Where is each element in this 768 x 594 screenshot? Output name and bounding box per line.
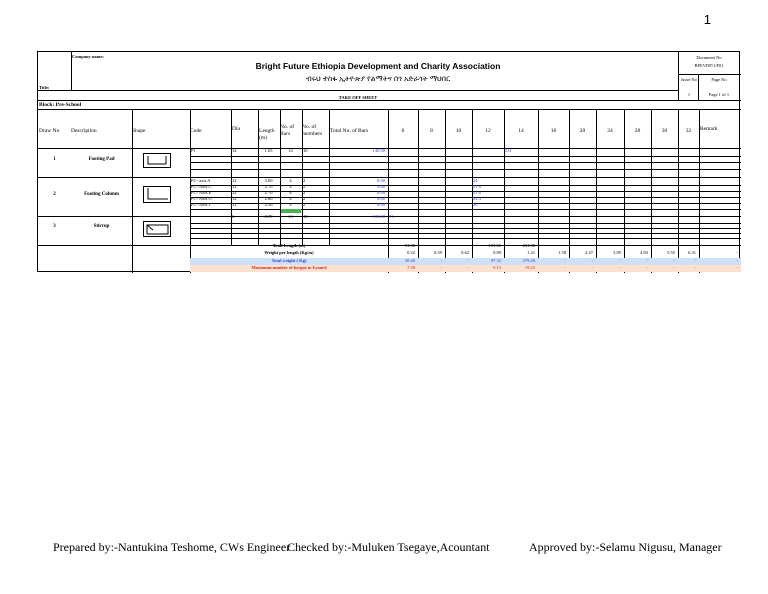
totals-cell: - bbox=[646, 243, 648, 248]
total-weight-label: Total weight ( Kg) bbox=[271, 258, 307, 263]
table-cell: 4 bbox=[289, 202, 292, 207]
totals-cell: - bbox=[440, 258, 442, 263]
col-dia-12: 12 bbox=[485, 128, 491, 134]
col-description: Description bbox=[71, 128, 97, 134]
table-cell: 2 bbox=[303, 196, 306, 201]
doc-no-value: BFEVDP/1/F01 bbox=[694, 63, 724, 68]
issue-value: 1 bbox=[687, 92, 691, 97]
col-dia-16: 16 bbox=[550, 128, 557, 134]
totals-cell: 4.83 bbox=[640, 250, 648, 255]
totals-cell: 7.58 bbox=[407, 265, 415, 270]
org-name-am: ብሩህ ተስፋ ኢትዮጵያ የልማትና በጎ አድራጎት ማህበር bbox=[305, 74, 451, 83]
col-total-bars: Total No. of Bars bbox=[330, 128, 369, 134]
totals-cell: - bbox=[646, 265, 648, 270]
table-cell: 13 bbox=[288, 214, 293, 219]
table-cell: 12 bbox=[232, 178, 237, 183]
org-name-en: Bright Future Ethiopia Development and Charity Association bbox=[255, 61, 501, 71]
totals-cell: - bbox=[564, 265, 566, 270]
table-cell: 2.70 bbox=[264, 190, 273, 195]
totals-cell: 0.62 bbox=[461, 250, 469, 255]
table-cell: 2 bbox=[303, 202, 306, 207]
table-cell: 12 bbox=[232, 184, 237, 189]
table-cell: 12 bbox=[232, 196, 237, 201]
totals-cell: - bbox=[673, 243, 675, 248]
totals-cell: - bbox=[467, 265, 469, 270]
table-cell: 21.6 bbox=[473, 190, 481, 195]
table-cell: 20 bbox=[473, 202, 478, 207]
table-cell: 10 bbox=[303, 214, 308, 219]
totals-cell: 0.22 bbox=[407, 250, 415, 255]
checked-by: Checked by:-Muluken Tsegaye,Acountant bbox=[287, 540, 490, 554]
table-cell: 4 bbox=[289, 196, 292, 201]
col-draw-no: Draw No bbox=[39, 128, 60, 134]
table-cell: 4 bbox=[289, 190, 292, 195]
totals-cell: - bbox=[736, 250, 738, 255]
footing-pad-shape bbox=[143, 153, 171, 168]
table-cell: 8.00 bbox=[377, 178, 385, 183]
col-dia-8: 8 bbox=[430, 128, 433, 134]
totals-cell: 5.55 bbox=[667, 250, 675, 255]
totals-cell: 3.85 bbox=[613, 250, 621, 255]
totals-cell: 0.89 bbox=[493, 250, 501, 255]
table-cell: 91 bbox=[389, 214, 394, 219]
totals-cell: - bbox=[440, 265, 442, 270]
draw-no-1: 1 bbox=[53, 157, 56, 162]
table-cell: 140.00 bbox=[372, 148, 385, 153]
col-no-bars: No. of Bars bbox=[280, 124, 295, 137]
max-bergas-label: Maximum number of bergas to Iwaard bbox=[251, 265, 327, 270]
col-dia-14: 14 bbox=[518, 128, 524, 134]
table-cell: FC- axis A bbox=[191, 178, 211, 183]
page-label: Page No bbox=[711, 77, 727, 82]
col-dia-6: 6 bbox=[401, 128, 405, 134]
table-cell: 4 bbox=[289, 184, 292, 189]
table-cell: 10 bbox=[303, 148, 308, 153]
totals-cell: - bbox=[646, 258, 648, 263]
table-cell: 14 bbox=[232, 148, 237, 153]
table-cell: 24 bbox=[473, 178, 478, 183]
table-cell: 2 bbox=[303, 178, 306, 183]
totals-cell: 279.28 bbox=[522, 258, 535, 263]
totals-cell: 9.13 bbox=[493, 265, 501, 270]
table-cell: P1 bbox=[191, 148, 196, 153]
table-cell: 21.6 bbox=[473, 184, 481, 189]
draw-no-3: 3 bbox=[53, 224, 56, 229]
table-cell: 6 bbox=[232, 214, 235, 219]
sheet-title: TAKE OFF SHEET bbox=[338, 95, 378, 100]
table-cell: 2 bbox=[303, 184, 306, 189]
page-value: Page 1 of 1 bbox=[708, 92, 730, 97]
table-cell: 8.00 bbox=[377, 202, 385, 207]
description-footing-pad: Footing Pad bbox=[88, 157, 115, 162]
issue-label: Issue No bbox=[681, 77, 697, 82]
totals-cell: - bbox=[467, 243, 469, 248]
table-cell: 2.80 bbox=[264, 196, 273, 201]
totals-cell: 1.21 bbox=[527, 250, 535, 255]
page-number: 1 bbox=[703, 12, 711, 27]
table-cell: 8.00 bbox=[377, 196, 385, 201]
draw-no-2: 2 bbox=[53, 192, 56, 197]
totals-cell: - bbox=[694, 265, 696, 270]
prepared-by: Prepared by:-Nantukina Teshome, CWs Engineer bbox=[53, 540, 291, 554]
totals-cell: - bbox=[591, 265, 593, 270]
totals-cell: - bbox=[564, 243, 566, 248]
description-stirrup: Stirrup bbox=[93, 224, 110, 229]
totals-cell: 231.00 bbox=[522, 243, 535, 248]
col-dia-30: 30 bbox=[661, 128, 668, 134]
take-off-sheet bbox=[37, 51, 740, 272]
table-cell: 3.00 bbox=[264, 178, 273, 183]
totals-cell: - bbox=[694, 258, 696, 263]
approved-by: Approved by:-Selamu Nigusu, Manager bbox=[529, 540, 722, 554]
col-dia-28: 28 bbox=[634, 128, 641, 134]
green-cell-marker bbox=[281, 209, 301, 213]
table-cell: FC- Axis I bbox=[191, 202, 211, 207]
title-label: Title: bbox=[39, 85, 50, 90]
block-label: Block: Pre-School bbox=[39, 102, 82, 108]
totals-cell: - bbox=[619, 258, 621, 263]
table-cell: 130.00 bbox=[372, 214, 385, 219]
totals-cell: - bbox=[591, 243, 593, 248]
col-dia-20: 20 bbox=[579, 128, 586, 134]
table-cell: 12 bbox=[232, 190, 237, 195]
col-no-members: No. of members bbox=[302, 124, 323, 137]
footing-column-shape bbox=[143, 186, 171, 203]
description-footing-column: Footing Column bbox=[84, 192, 119, 197]
doc-no-label: Document No bbox=[696, 55, 722, 60]
col-dia-10: 10 bbox=[455, 128, 462, 134]
col-length: Length (m) bbox=[259, 128, 275, 141]
totals-cell: - bbox=[591, 258, 593, 263]
col-remark: Remark bbox=[700, 126, 718, 132]
table-cell: 8.00 bbox=[377, 184, 385, 189]
weight-per-length-label: Weight per length (Kg/m) bbox=[264, 250, 314, 255]
totals-cell: 2.47 bbox=[585, 250, 593, 255]
totals-cell: 20.20 bbox=[404, 258, 415, 263]
totals-cell: - bbox=[619, 265, 621, 270]
company-label: Company name: bbox=[72, 54, 104, 59]
totals-cell: - bbox=[564, 258, 566, 263]
stirrup-shape bbox=[143, 221, 171, 237]
totals-cell: - bbox=[440, 243, 442, 248]
totals-cell: 6.31 bbox=[688, 250, 696, 255]
col-dia: Dia bbox=[232, 126, 240, 132]
totals-cell: - bbox=[694, 243, 696, 248]
totals-cell: - bbox=[673, 258, 675, 263]
totals-cell: - bbox=[619, 243, 621, 248]
totals-cell: - bbox=[467, 258, 469, 263]
table-cell: 12 bbox=[232, 202, 237, 207]
col-code: Code bbox=[190, 128, 202, 134]
totals-cell: - bbox=[736, 265, 738, 270]
table-cell: 8.00 bbox=[377, 190, 385, 195]
table-cell: 1.65 bbox=[264, 148, 273, 153]
totals-cell: 19.25 bbox=[524, 265, 535, 270]
totals-cell: 109.60 bbox=[488, 243, 501, 248]
col-dia-32: 32 bbox=[685, 128, 692, 134]
totals-cell: 97.32 bbox=[490, 258, 501, 263]
totals-cell: 0.39 bbox=[434, 250, 442, 255]
col-dia-24: 24 bbox=[607, 128, 613, 134]
totals-cell: - bbox=[736, 243, 738, 248]
totals-cell: 1.58 bbox=[558, 250, 566, 255]
table-cell: FC- Axis C bbox=[191, 184, 212, 189]
table-cell: 2.70 bbox=[264, 184, 273, 189]
totals-cell: - bbox=[736, 258, 738, 263]
table-cell: 231 bbox=[505, 148, 512, 153]
totals-cell: - bbox=[673, 265, 675, 270]
table-cell: 22.4 bbox=[473, 196, 481, 201]
table-cell: FC- Axis G bbox=[191, 196, 212, 201]
table-cell: FC- Axis E bbox=[191, 190, 212, 195]
totals-cell: 91.00 bbox=[404, 243, 415, 248]
table-cell: 0.70 bbox=[264, 214, 273, 219]
table-cell: 4 bbox=[289, 178, 292, 183]
table-cell: 2.50 bbox=[264, 202, 273, 207]
total-length-label: Total Length (m) bbox=[272, 243, 306, 248]
table-cell: 14 bbox=[288, 148, 293, 153]
col-shape: Shape bbox=[132, 128, 146, 134]
table-cell: 2 bbox=[303, 190, 306, 195]
